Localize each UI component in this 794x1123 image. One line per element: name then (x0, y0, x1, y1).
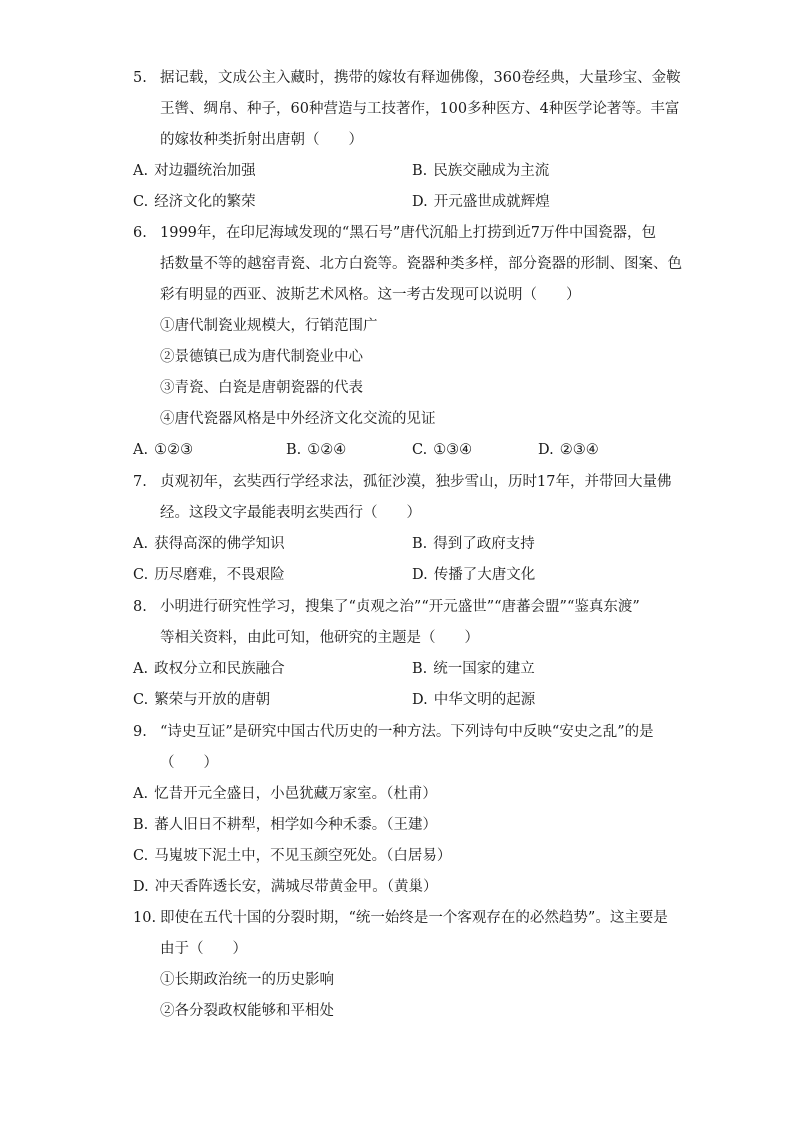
option-text: 历尽磨难，不畏艰险 (154, 567, 285, 583)
statement-item: ①唐代制瓷业规模大，行销范围广 (160, 318, 378, 334)
option-c[interactable] (412, 440, 472, 460)
option-letter: D. (538, 442, 554, 458)
question-text-line: （ ） (160, 755, 218, 771)
option-letter: C. (133, 848, 149, 864)
question-number: 8. (133, 599, 147, 615)
option-b[interactable] (133, 815, 437, 835)
option-letter: C. (133, 692, 149, 708)
option-text: 蕃人旧日不耕犁，相学如今种禾黍。（王建） (154, 817, 438, 833)
option-text: 经济文化的繁荣 (154, 194, 256, 210)
question-text-line: 贞观初年，玄奘西行学经求法，孤征沙漠，独步雪山，历时17年，并带回大量佛 (160, 474, 672, 490)
option-text: 传播了大唐文化 (433, 567, 536, 583)
option-text: 统一国家的建立 (433, 661, 535, 677)
option-text: 获得高深的佛学知识 (154, 536, 285, 552)
question-number: 9. (133, 724, 147, 740)
option-d[interactable] (412, 690, 535, 710)
option-text: ①②④ (307, 442, 347, 458)
option-text: 得到了政府支持 (433, 536, 535, 552)
question-text-line: 括数量不等的越窑青瓷、北方白瓷等。瓷器种类多样，部分瓷器的形制、图案、色 (160, 256, 682, 272)
option-d[interactable] (412, 565, 535, 585)
question-text-line: 王辔、绸帛、种子，60种营造与工技著作，100多种医方、4种医学论著等。丰富 (160, 101, 680, 117)
question-number: 6. (133, 225, 147, 241)
statement-item: ①长期政治统一的历史影响 (160, 972, 334, 988)
question-text-line: 即使在五代十国的分裂时期，“统一始终是一个客观存在的必然趋势”。这主要是 (160, 910, 668, 926)
statement-item: ③青瓷、白瓷是唐朝瓷器的代表 (160, 380, 363, 396)
question-text-line: 彩有明显的西亚、波斯艺术风格。这一考古发现可以说明（ ） (160, 287, 581, 303)
option-text: 中华文明的起源 (433, 692, 536, 708)
option-d[interactable] (538, 440, 599, 460)
option-d[interactable] (133, 877, 437, 897)
option-a[interactable] (133, 161, 256, 181)
option-a[interactable] (133, 534, 285, 554)
option-letter: B. (133, 817, 149, 833)
question-text-line: “诗史互证”是研究中国古代历史的一种方法。下列诗句中反映“安史之乱”的是 (160, 724, 654, 740)
option-text: ①③④ (433, 442, 473, 458)
option-letter: C. (133, 567, 149, 583)
option-letter: A. (133, 163, 149, 179)
statement-item: ④唐代瓷器风格是中外经济文化交流的见证 (160, 411, 436, 427)
option-c[interactable] (133, 565, 285, 585)
option-text: 对边疆统治加强 (154, 163, 256, 179)
option-letter: C. (412, 442, 428, 458)
question-text-line: 经。这段文字最能表明玄奘西行（ ） (160, 505, 421, 521)
statement-item: ②景德镇已成为唐代制瓷业中心 (160, 349, 363, 365)
statement-item: ②各分裂政权能够和平相处 (160, 1003, 334, 1019)
question-text-line: 据记载，文成公主入藏时，携带的嫁妆有释迦佛像，360卷经典，大量珍宝、金鞍 (160, 70, 681, 86)
option-b[interactable] (412, 659, 535, 679)
option-b[interactable] (286, 440, 346, 460)
question-text-line: 的嫁妆种类折射出唐朝（ ） (160, 132, 363, 148)
option-letter: B. (412, 661, 428, 677)
option-letter: D. (412, 567, 428, 583)
option-letter: D. (133, 879, 149, 895)
option-a[interactable] (133, 659, 285, 679)
option-b[interactable] (412, 534, 535, 554)
option-text: 开元盛世成就辉煌 (433, 194, 550, 210)
question-number: 5. (133, 70, 147, 86)
option-text: 忆昔开元全盛日，小邑犹藏万家室。（杜甫） (154, 786, 437, 802)
option-a[interactable] (133, 784, 437, 804)
option-letter: B. (412, 536, 428, 552)
question-number: 10. (133, 910, 157, 926)
option-b[interactable] (412, 161, 549, 181)
option-letter: B. (286, 442, 302, 458)
option-letter: D. (412, 194, 428, 210)
option-c[interactable] (133, 846, 451, 866)
option-letter: A. (133, 442, 149, 458)
option-text: 繁荣与开放的唐朝 (154, 692, 271, 708)
option-a[interactable] (133, 440, 193, 460)
option-text: 冲天香阵透长安，满城尽带黄金甲。（黄巢） (154, 879, 438, 895)
option-letter: D. (412, 692, 428, 708)
question-number: 7. (133, 474, 147, 490)
option-text: 民族交融成为主流 (433, 163, 550, 179)
option-d[interactable] (412, 192, 550, 212)
question-text-line: 1999年，在印尼海域发现的“黑石号”唐代沉船上打捞到近7万件中国瓷器，包 (160, 225, 656, 241)
option-text: 马嵬坡下泥土中，不见玉颜空死处。（白居易） (154, 848, 452, 864)
option-letter: A. (133, 661, 149, 677)
option-letter: B. (412, 163, 428, 179)
option-text: ②③④ (559, 442, 599, 458)
option-c[interactable] (133, 690, 270, 710)
option-letter: A. (133, 536, 149, 552)
option-text: 政权分立和民族融合 (154, 661, 285, 677)
question-text-line: 由于（ ） (160, 941, 247, 957)
option-c[interactable] (133, 192, 256, 212)
option-text: ①②③ (154, 442, 194, 458)
option-letter: C. (133, 194, 149, 210)
question-text-line: 小明进行研究性学习，搜集了“贞观之治”“开元盛世”“唐蕃会盟”“鉴真东渡” (160, 599, 640, 615)
question-text-line: 等相关资料，由此可知，他研究的主题是（ ） (160, 630, 479, 646)
option-letter: A. (133, 786, 149, 802)
